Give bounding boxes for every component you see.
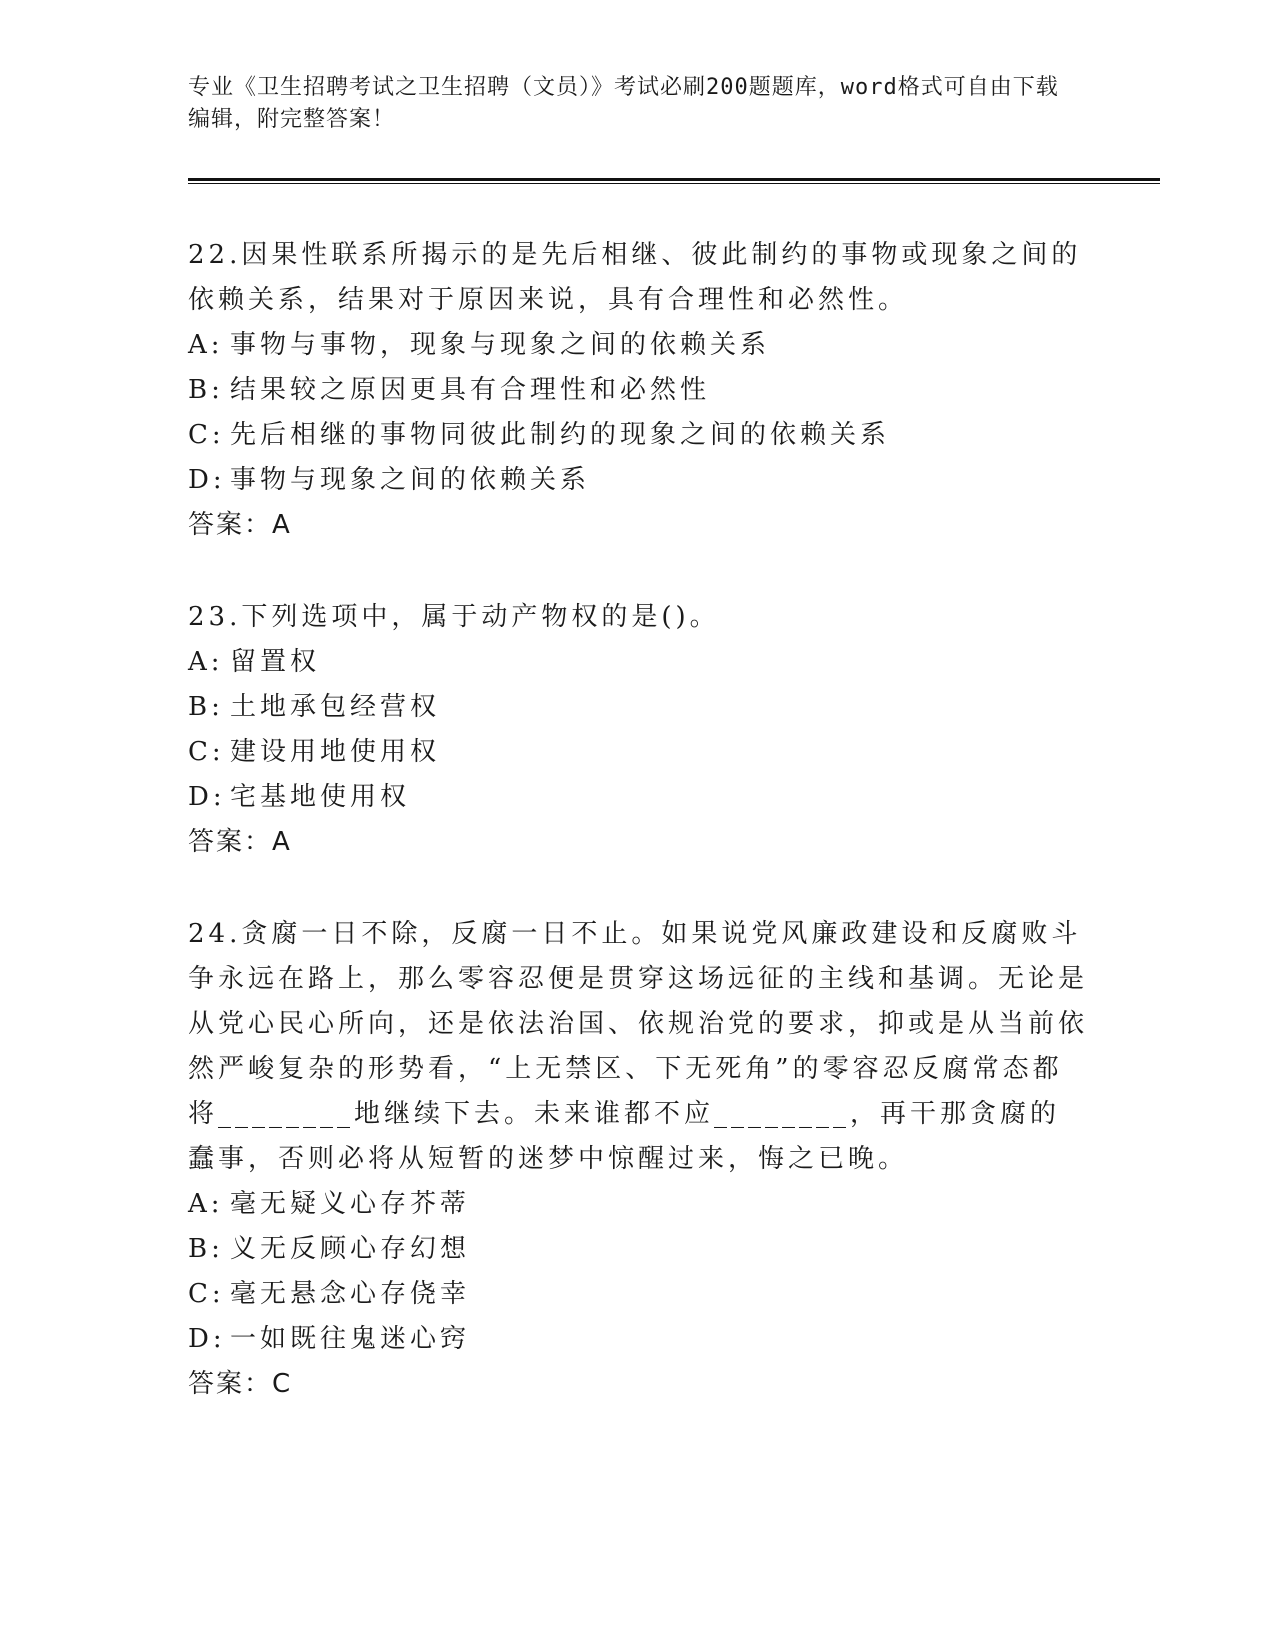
option-text: 一如既往鬼迷心窍	[230, 1324, 471, 1354]
option-text: 结果较之原因更具有合理性和必然性	[230, 375, 711, 405]
option-c	[188, 1272, 1088, 1317]
option-letter: A:	[188, 330, 224, 360]
option-letter: B:	[188, 692, 224, 722]
header-divider-thin	[188, 183, 1160, 184]
option-text: 土地承包经营权	[230, 692, 441, 722]
option-text: 事物与现象之间的依赖关系	[230, 465, 591, 495]
option-letter: D:	[188, 782, 226, 812]
option-b	[188, 685, 1088, 730]
option-d	[188, 1317, 1088, 1362]
option-a	[188, 323, 1088, 368]
option-letter: D:	[188, 465, 226, 495]
option-text: 建设用地使用权	[230, 737, 441, 767]
question-22	[188, 233, 1088, 548]
question-stem: 24.贪腐一日不除，反腐一日不止。如果说党风廉政建设和反腐败斗争永远在路上，那么零容忍便是贯穿这场远征的主线和基调。无论是从党心民心所向，还是依法治国、依规治党的要求，抑或是从当前依然严峻复杂的形势看，“上无禁区、下无死角”的零容忍反腐常态都将________地继续下去。未来谁都不应________，再干那贪腐的蠢事，否则必将从短暂的迷梦中惊醒过来，悔之已晚。	[188, 919, 1089, 1174]
option-d	[188, 458, 1088, 503]
document-header: 专业《卫生招聘考试之卫生招聘（文员）》考试必刷200题题库，word格式可自由下载编辑，附完整答案！	[188, 75, 1059, 132]
option-letter: D:	[188, 1324, 226, 1354]
option-letter: C:	[188, 1279, 225, 1309]
header-divider-thick	[188, 178, 1160, 181]
question-24	[188, 912, 1088, 1407]
option-text: 留置权	[230, 647, 321, 677]
answer-line: 答案：A	[188, 510, 292, 540]
option-a	[188, 1182, 1088, 1227]
question-23	[188, 595, 1088, 865]
question-list	[188, 233, 1088, 1454]
option-letter: B:	[188, 1234, 224, 1264]
option-letter: A:	[188, 1189, 224, 1219]
option-text: 义无反顾心存幻想	[230, 1234, 471, 1264]
option-text: 先后相继的事物同彼此制约的现象之间的依赖关系	[230, 420, 891, 450]
option-letter: C:	[188, 420, 225, 450]
option-c	[188, 413, 1088, 458]
option-b	[188, 368, 1088, 413]
option-letter: B:	[188, 375, 224, 405]
option-text: 宅基地使用权	[230, 782, 411, 812]
option-d	[188, 775, 1088, 820]
option-text: 事物与事物，现象与现象之间的依赖关系	[230, 330, 771, 360]
answer-line: 答案：A	[188, 827, 292, 857]
option-b	[188, 1227, 1088, 1272]
question-stem: 23.下列选项中，属于动产物权的是()。	[188, 602, 720, 632]
option-a	[188, 640, 1088, 685]
option-c	[188, 730, 1088, 775]
question-stem: 22.因果性联系所揭示的是先后相继、彼此制约的事物或现象之间的依赖关系，结果对于原因来说，具有合理性和必然性。	[188, 240, 1082, 315]
option-text: 毫无疑义心存芥蒂	[230, 1189, 471, 1219]
answer-line: 答案：C	[188, 1369, 293, 1399]
option-letter: A:	[188, 647, 224, 677]
option-text: 毫无悬念心存侥幸	[230, 1279, 471, 1309]
option-letter: C:	[188, 737, 225, 767]
